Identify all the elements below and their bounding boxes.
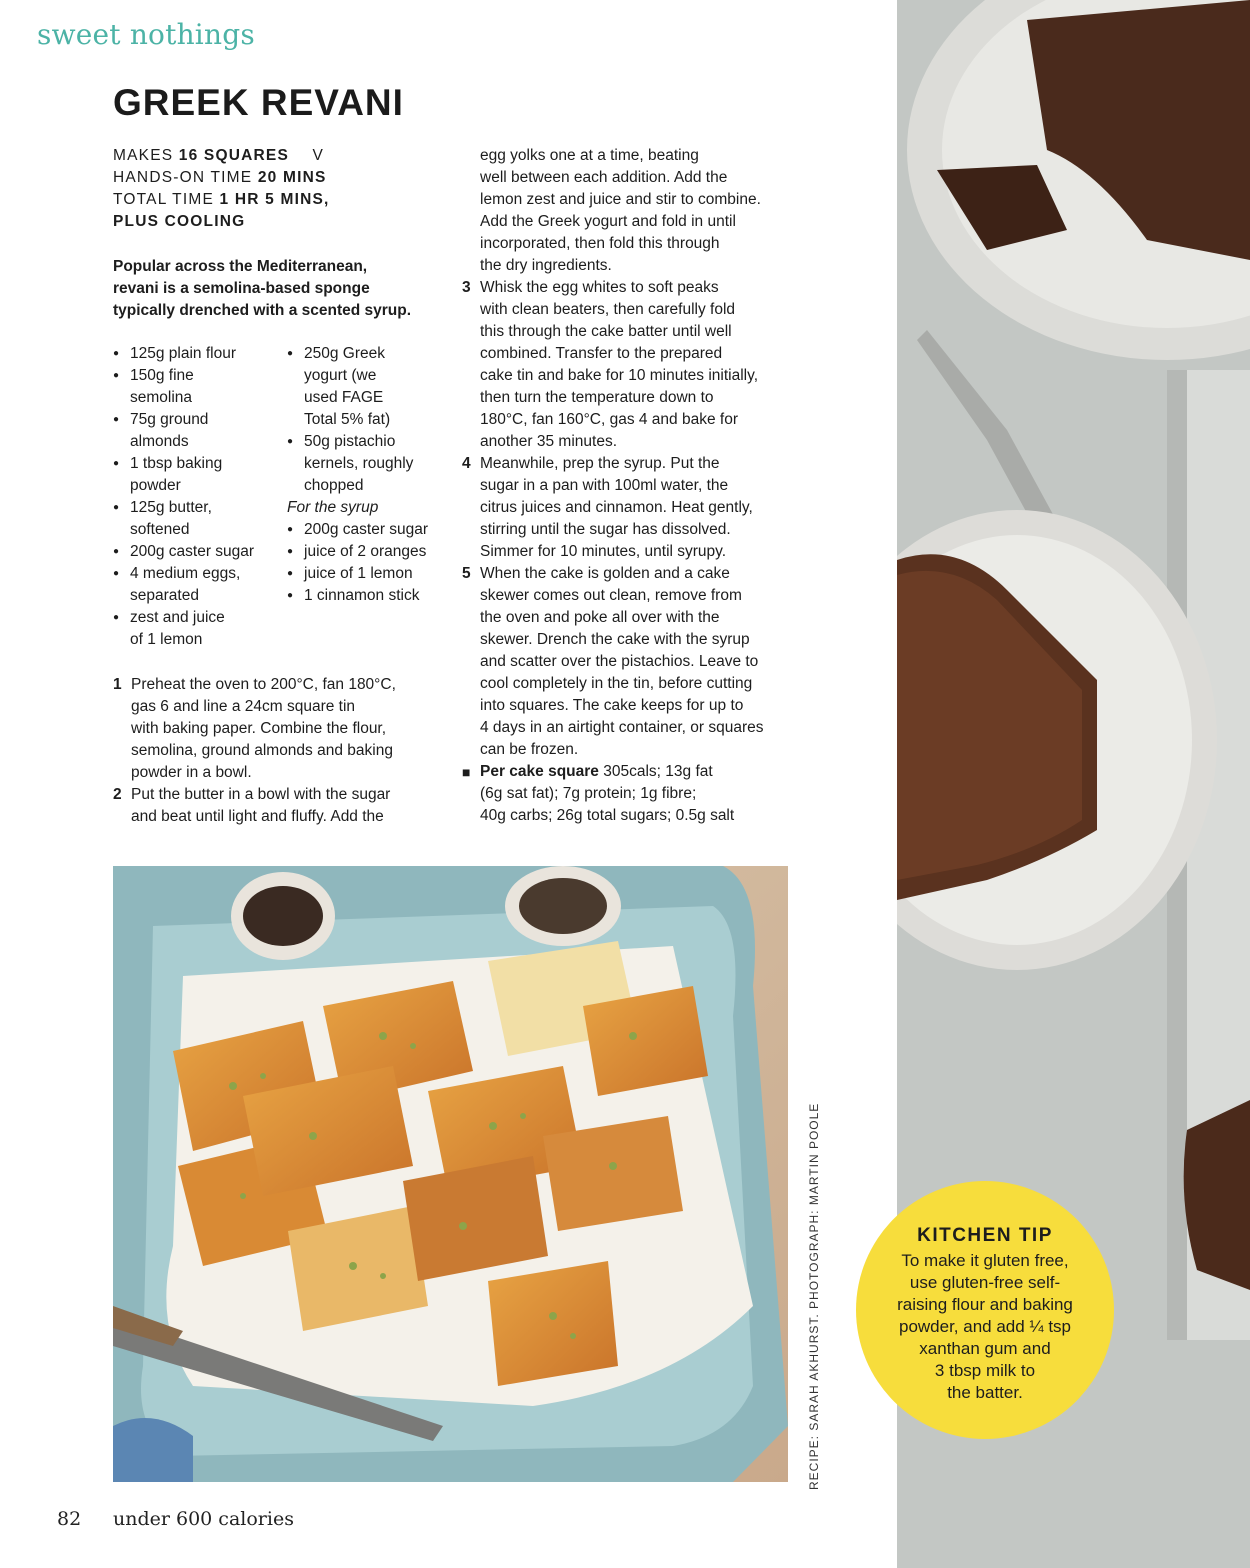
ingredient-item — [113, 563, 283, 607]
nutrition-line — [480, 761, 797, 783]
ingredient-text: Total 5% fat) — [304, 411, 391, 428]
tip-line: powder, and add ¼ tsp — [898, 1317, 1072, 1336]
step-line: Put the butter in a bowl with the sugar — [131, 786, 391, 803]
step-line: Add the Greek yogurt and fold in until — [480, 213, 736, 230]
method-steps-right — [462, 145, 797, 827]
step-number: 1 — [113, 676, 122, 693]
ingredient-text: ● juice of 1 lemon — [304, 565, 413, 582]
nutrition-label: Per cake square — [480, 763, 599, 780]
step-line: citrus juices and cinnamon. Heat gently, — [480, 499, 753, 516]
step-line: and beat until light and fluffy. Add the — [131, 808, 384, 825]
ingredient-text: ● 75g ground — [130, 411, 209, 428]
step-line: combined. Transfer to the prepared — [480, 345, 723, 362]
step-number: 5 — [462, 565, 471, 582]
hands-on-label: HANDS-ON TIME — [113, 169, 253, 186]
step-line: cake tin and bake for 10 minutes initially, — [480, 367, 759, 384]
kitchen-tip-heading: KITCHEN TIP — [917, 1225, 1053, 1246]
photo-credit: RECIPE: SARAH AKHURST. PHOTOGRAPH: MARTIN POOLE — [807, 1102, 821, 1490]
tip-line: xanthan gum and — [919, 1339, 1051, 1358]
ingredient-text: chopped — [304, 477, 364, 494]
ingredient-text: yogurt (we — [304, 367, 377, 384]
ingredient-text: ● 125g plain flour — [130, 345, 236, 362]
ingredient-text: of 1 lemon — [130, 631, 203, 648]
ingredient-text: ● 200g caster sugar — [130, 543, 255, 560]
method-step — [462, 277, 797, 453]
kitchen-tip-body — [865, 1250, 1105, 1404]
ingredient-item — [287, 585, 457, 607]
ingredient-text: ● juice of 2 oranges — [304, 543, 427, 560]
recipe-intro — [113, 256, 443, 322]
ingredient-item — [113, 541, 283, 563]
ingredient-text: ● 4 medium eggs, — [130, 565, 241, 582]
ingredient-item — [113, 365, 283, 409]
nutrition-marker: ■ — [462, 764, 471, 780]
ingredient-item — [287, 343, 457, 431]
nutrition-line: 40g carbs; 26g total sugars; 0.5g salt — [480, 807, 735, 824]
ingredient-item — [113, 343, 283, 365]
step-line: the dry ingredients. — [480, 257, 612, 274]
nutrition-line: (6g sat fat); 7g protein; 1g fibre; — [480, 785, 697, 802]
ingredient-item — [113, 497, 283, 541]
ingredient-text: ● 200g caster sugar — [304, 521, 429, 538]
recipe-title: GREEK REVANI — [113, 82, 404, 123]
step-line: into squares. The cake keeps for up to — [480, 697, 744, 714]
total-time-label: TOTAL TIME — [113, 191, 214, 208]
revani-photo-illustration — [113, 866, 788, 1482]
total-time-value: 1 HR 5 MINS, — [219, 191, 330, 208]
step-line: 180°C, fan 160°C, gas 4 and bake for — [480, 411, 738, 428]
intro-line: typically drenched with a scented syrup. — [113, 302, 412, 319]
tip-line: the batter. — [947, 1383, 1023, 1402]
step-number: 3 — [462, 279, 471, 296]
tip-line: raising flour and baking — [897, 1295, 1073, 1314]
ingredient-text: ● zest and juice — [130, 609, 225, 626]
makes-line — [113, 145, 443, 167]
nutrition-values: 305cals; 13g fat — [603, 763, 713, 780]
step-line: and scatter over the pistachios. Leave to — [480, 653, 759, 670]
ingredient-text: separated — [130, 587, 199, 604]
step-line: incorporated, then fold this through — [480, 235, 720, 252]
intro-line: Popular across the Mediterranean, — [113, 258, 368, 275]
ingredient-text: powder — [130, 477, 181, 494]
step-line: then turn the temperature down to — [480, 389, 714, 406]
syrup-ingredients — [287, 519, 457, 607]
hands-on-value: 20 MINS — [257, 169, 327, 186]
makes-value: 16 SQUARES — [178, 147, 289, 164]
ingredient-item — [287, 563, 457, 585]
step-line: Meanwhile, prep the syrup. Put the — [480, 455, 720, 472]
step-line: with clean beaters, then carefully fold — [480, 301, 736, 318]
nutrition-info — [462, 761, 797, 827]
ingredient-text: ● 1 tbsp baking — [130, 455, 223, 472]
ingredient-text: semolina — [130, 389, 193, 406]
makes-label: MAKES — [113, 147, 174, 164]
ingredient-text: ● 1 cinnamon stick — [304, 587, 420, 604]
step-line: the oven and poke all over with the — [480, 609, 720, 626]
method-step — [113, 784, 453, 828]
ingredient-item — [113, 607, 283, 651]
ingredient-text: kernels, roughly — [304, 455, 414, 472]
revani-photo — [113, 866, 788, 1482]
ingredient-text: ● 250g Greek — [304, 345, 385, 362]
ingredient-text: used FAGE — [304, 389, 384, 406]
total-time-value-2: PLUS COOLING — [113, 213, 246, 230]
total-time-line — [113, 189, 443, 211]
footer-section-title: under 600 calories — [113, 1508, 294, 1530]
total-time-line-2 — [113, 211, 443, 233]
step-line: with baking paper. Combine the flour, — [131, 720, 387, 737]
method-step-continued — [462, 145, 797, 277]
step-line: 4 days in an airtight container, or squares — [480, 719, 764, 736]
step-line: lemon zest and juice and stir to combine. — [480, 191, 761, 208]
hands-on-line — [113, 167, 443, 189]
ingredient-item — [287, 541, 457, 563]
ingredient-item — [287, 431, 457, 497]
intro-line: revani is a semolina-based sponge — [113, 280, 370, 297]
ingredient-item — [113, 409, 283, 453]
step-line: sugar in a pan with 100ml water, the — [480, 477, 729, 494]
section-tag: sweet nothings — [37, 18, 255, 51]
tip-line: 3 tbsp milk to — [934, 1361, 1036, 1380]
ingredients-list-right — [287, 343, 457, 607]
step-line: powder in a bowl. — [131, 764, 252, 781]
step-line: When the cake is golden and a cake — [480, 565, 730, 582]
step-line: skewer. Drench the cake with the syrup — [480, 631, 750, 648]
syrup-heading: For the syrup — [287, 499, 379, 516]
ingredient-text: softened — [130, 521, 190, 538]
vegetarian-mark: V — [312, 147, 325, 164]
step-number: 4 — [462, 455, 471, 472]
ingredient-item — [113, 453, 283, 497]
method-step — [462, 453, 797, 563]
step-line: egg yolks one at a time, beating — [480, 147, 699, 164]
step-line: semolina, ground almonds and baking — [131, 742, 393, 759]
ingredient-text: ● 50g pistachio — [304, 433, 396, 450]
step-line: another 35 minutes. — [480, 433, 618, 450]
method-step — [113, 674, 453, 784]
kitchen-tip-circle — [856, 1181, 1114, 1439]
step-line: Simmer for 10 minutes, until syrupy. — [480, 543, 727, 560]
step-line: can be frozen. — [480, 741, 579, 758]
step-line: gas 6 and line a 24cm square tin — [131, 698, 356, 715]
step-line: stirring until the sugar has dissolved. — [480, 521, 731, 538]
step-line: this through the cake batter until well — [480, 323, 732, 340]
step-number: 2 — [113, 786, 122, 803]
ingredient-text: ● 150g fine — [130, 367, 194, 384]
step-line: well between each addition. Add the — [480, 169, 728, 186]
step-line: Whisk the egg whites to soft peaks — [480, 279, 719, 296]
step-line: skewer comes out clean, remove from — [480, 587, 742, 604]
step-line: cool completely in the tin, before cutting — [480, 675, 753, 692]
method-steps-left — [113, 674, 453, 828]
ingredients-list-left — [113, 343, 283, 651]
method-step — [462, 563, 797, 761]
tip-line: use gluten-free self- — [909, 1273, 1061, 1292]
recipe-meta — [113, 145, 443, 233]
ingredient-text: almonds — [130, 433, 189, 450]
page-number: 82 — [57, 1508, 82, 1530]
ingredient-text: ● 125g butter, — [130, 499, 212, 516]
ingredient-item — [287, 519, 457, 541]
step-line: Preheat the oven to 200°C, fan 180°C, — [131, 676, 396, 693]
tip-line: To make it gluten free, — [901, 1251, 1069, 1270]
